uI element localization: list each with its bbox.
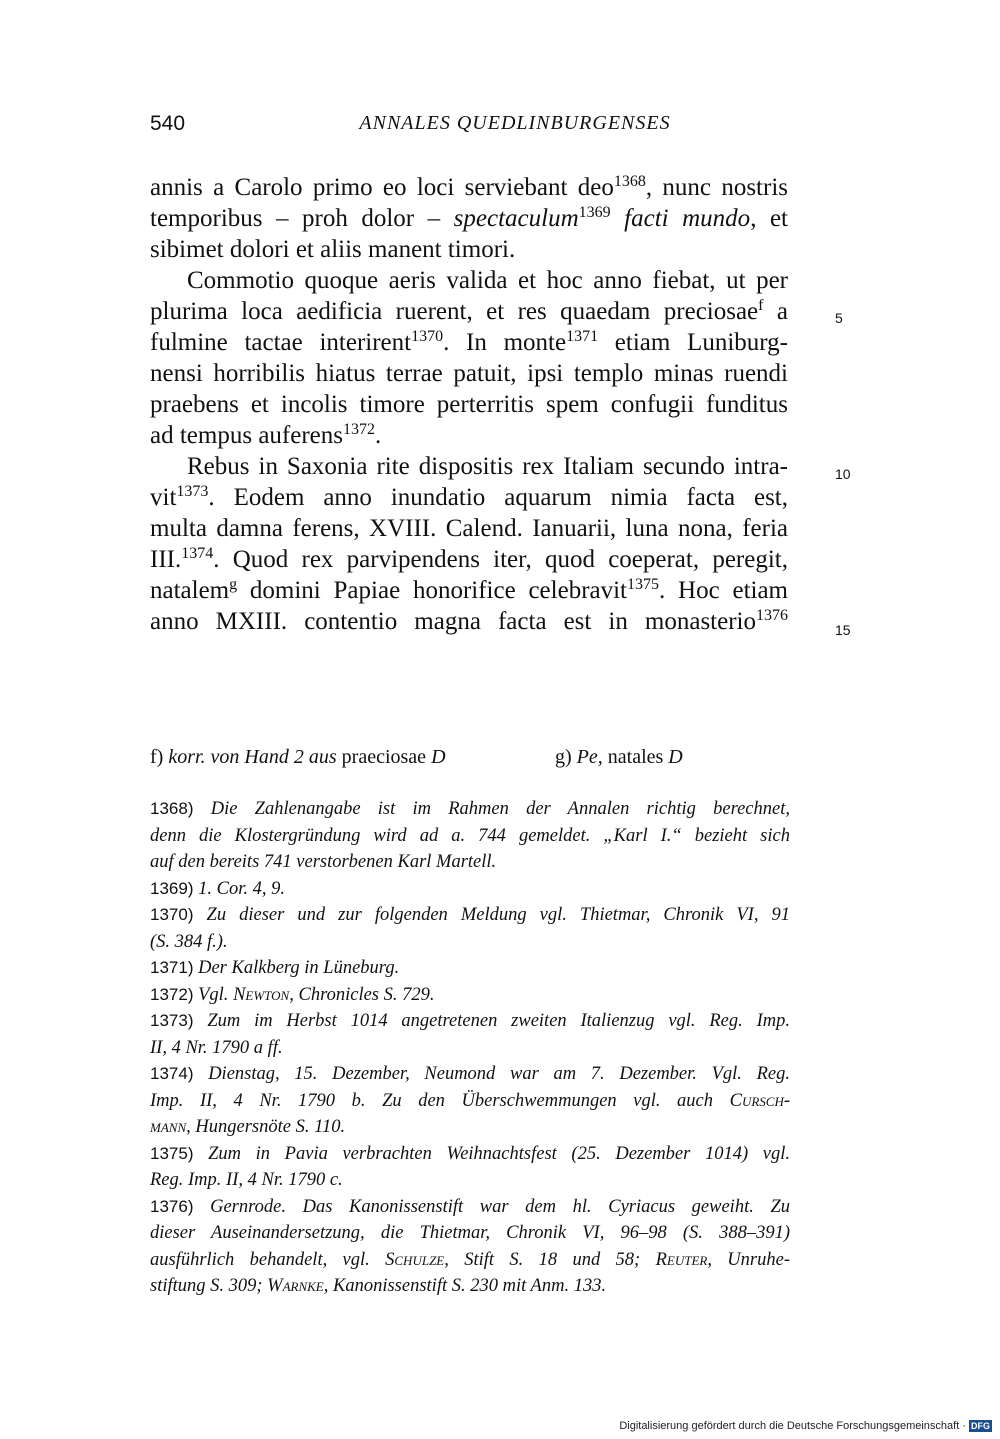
footnote-line: (S. 384 f.). bbox=[150, 931, 228, 952]
footnote-1368: 1368) Die Zahlenangabe ist im Rahmen der Annalen richtig berechnet, bbox=[150, 799, 790, 819]
dfg-logo: DFG bbox=[971, 1421, 990, 1432]
text-line: vit$^{1373}$. Eodem anno inundatio aquarum nimia facta est, bbox=[150, 483, 788, 511]
running-title-text: ANNALES QUEDLINBURGENSES bbox=[359, 112, 671, 134]
footnote-line: mann, Hungersnöte S. 110. bbox=[150, 1117, 346, 1137]
footnote-ref: 1376 bbox=[756, 607, 788, 624]
text-line: praebens et incolis timore perterritis spem confugii funditus bbox=[150, 391, 788, 418]
line-number: 5 bbox=[835, 310, 843, 326]
footnote-line: denn die Klostergründung wird ad a. 744 gemeldet. „Karl I.“ bezieht sich bbox=[150, 825, 790, 846]
apparatus-ref: f bbox=[758, 297, 764, 314]
footnote-1375: 1375) Zum in Pavia verbrachten Weihnachtsfest (25. Dezember 1014) vgl. bbox=[150, 1143, 790, 1164]
text-line: Rebus in Saxonia rite dispositis rex Italiam secundo intra- bbox=[187, 453, 788, 480]
footnote-1370: 1370) Zu dieser und zur folgenden Meldung vgl. Thietmar, Chronik VI, 91 bbox=[150, 905, 790, 925]
text-line: ad tempus auferens$^{1372}$. bbox=[150, 421, 382, 449]
footnote-line: ausführlich behandelt, vgl. Schulze, Stift S. 18 und 58; Reuter, Unruhe- bbox=[150, 1249, 790, 1270]
footnote-ref: 1375 bbox=[627, 576, 660, 593]
text-line: multa damna ferens, XVIII. Calend. Ianuarii, luna nona, feria bbox=[150, 515, 788, 542]
text-line: plurima loca aedificia ruerent, et res quaedam preciosae$^f$ a bbox=[150, 297, 788, 325]
footnote-line: stiftung S. 309; Warnke, Kanonissenstift S. 230 mit Anm. 133. bbox=[150, 1276, 607, 1296]
text-line: nensi horribilis hiatus terrae patuit, ipsi templo minas ruendi bbox=[150, 360, 788, 387]
apparatus-note-f: f) korr. von Hand 2 aus praeciosae D bbox=[150, 746, 446, 768]
page-number: 540 bbox=[150, 112, 186, 135]
line-number: 10 bbox=[835, 466, 851, 482]
footnote-ref: 1370 bbox=[411, 328, 444, 345]
apparatus-note-g: g) Pe, natales D bbox=[555, 746, 683, 768]
footnote-line: auf den bereits 741 verstorbenen Karl Martell. bbox=[150, 852, 497, 872]
main-text bbox=[150, 172, 788, 637]
footnote-ref: 1368 bbox=[613, 173, 646, 190]
footnote-ref: 1369 bbox=[578, 204, 611, 221]
footnote-1371: 1371) Der Kalkberg in Lüneburg. bbox=[150, 958, 400, 978]
footnote-1373: 1373) Zum im Herbst 1014 angetretenen zweiten Italienzug vgl. Reg. Imp. bbox=[150, 1011, 791, 1031]
text-line: natalem$^g$ domini Papiae honorifice celebravit$^{1375}$. Hoc etiam bbox=[150, 576, 788, 604]
footnotes bbox=[150, 796, 790, 1300]
text-line: III.$^{1374}$. Quod rex parvipendens iter, quod coeperat, peregit, bbox=[150, 545, 788, 573]
line-number: 15 bbox=[835, 622, 851, 638]
footnote-line: Reg. Imp. II, 4 Nr. 1790 c. bbox=[150, 1170, 343, 1190]
text-line: sibimet dolori et aliis manent timori. bbox=[150, 236, 516, 263]
running-title bbox=[0, 112, 1000, 135]
footnote-line: Imp. II, 4 Nr. 1790 b. Zu den Überschwemmungen vgl. auch Cursch- bbox=[150, 1090, 790, 1111]
text-line: fulmine tactae interirent$^{1370}$. In monte$^{1371}$ etiam Luniburg- bbox=[150, 328, 788, 356]
text-line: Commotio quoque aeris valida et hoc anno fiebat, ut per bbox=[187, 267, 788, 294]
footnote-line: II, 4 Nr. 1790 a ff. bbox=[150, 1037, 283, 1058]
footnote-line: dieser Auseinandersetzung, die Thietmar, Chronik VI, 96–98 (S. 388–391) bbox=[150, 1223, 790, 1243]
digitization-credit: Digitalisierung gefördert durch die Deutsche Forschungsgemeinschaft · DFG bbox=[619, 1420, 990, 1432]
footnote-ref: 1374 bbox=[181, 545, 214, 562]
footnote-1374: 1374) Dienstag, 15. Dezember, Neumond war am 7. Dezember. Vgl. Reg. bbox=[150, 1064, 791, 1084]
text-line: temporibus – proh dolor – spectaculum$^{1369}$ facti mundo, et bbox=[150, 204, 788, 232]
footnote-1372: 1372) Vgl. Newton, Chronicles S. 729. bbox=[150, 984, 435, 1005]
text-line: anno MXIII. contentio magna facta est in monasterio$^{1376}$ bbox=[150, 607, 788, 635]
footnote-ref: 1371 bbox=[566, 328, 599, 345]
footnote-1376: 1376) Gernrode. Das Kanonissenstift war dem hl. Cyriacus geweiht. Zu bbox=[150, 1196, 790, 1217]
apparatus-ref: g bbox=[229, 576, 238, 593]
text-line: annis a Carolo primo eo loci serviebant deo$^{1368}$, nunc nostris bbox=[150, 173, 788, 201]
footnote-ref: 1372 bbox=[342, 421, 375, 438]
footnote-ref: 1373 bbox=[176, 483, 209, 500]
footnote-1369: 1369) 1. Cor. 4, 9. bbox=[150, 878, 285, 899]
